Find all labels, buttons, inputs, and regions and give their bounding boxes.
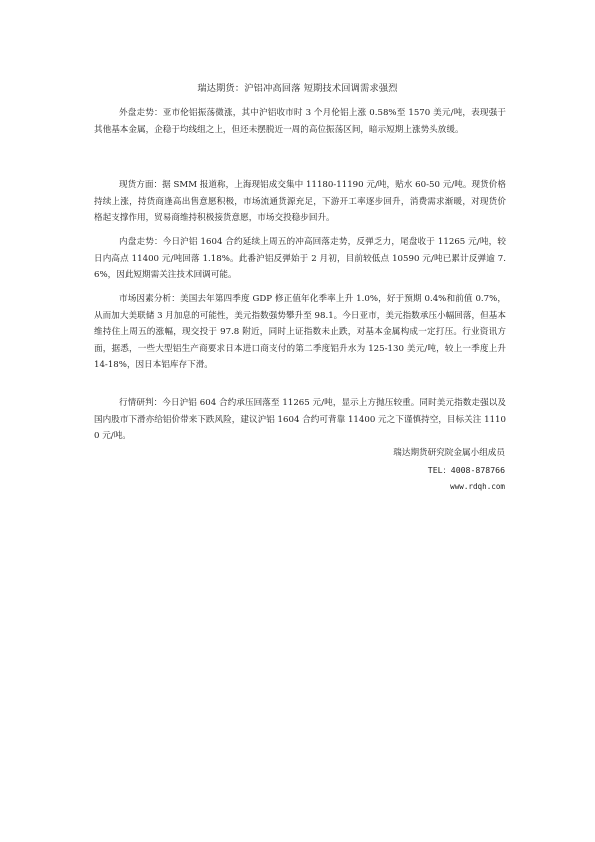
paragraph-domestic-market: 内盘走势：今日沪铝 1604 合约延续上周五的冲高回落走势，反弹乏力，尾盘收于 11265 元/吨，较日内高点 11400 元/吨回落 1.18%。此番沪铝反弹始于 2 月初，目前较低点 10590 元/吨已累计反弹逾 7.6%，因此短期需关注技术回调可能。	[94, 237, 506, 281]
document-title: 瑞达期货：沪铝冲高回落 短期技术回调需求强烈	[197, 83, 398, 94]
paragraph-outlook: 行情研判：今日沪铝 604 合约承压回落至 11265 元/吨，显示上方抛压较重。同时美元指数走强以及国内股市下滑亦给铝价带来下跌风险，建议沪铝 1604 合约可背靠 11400 元之下谨慎持空，目标关注 11100 元/吨。	[94, 398, 506, 442]
signature-web: www.rdqh.com	[450, 482, 505, 491]
paragraph-spot-market: 现货方面：据 SMM 报道称，上海现铝成交集中 11180-11190 元/吨，贴水 60-50 元/吨。现货价格持续上涨，持货商逢高出售意愿积极，市场流通货源充足，下游开工率逐步回升，消费需求渐暖，对现货价格起支撑作用，贸易商维持积极接货意愿，市场交投稳步回升。	[94, 180, 506, 224]
signature-org: 瑞达期货研究院金属小组成员	[393, 448, 505, 458]
signature-tel: TEL：4008-878766	[427, 465, 505, 475]
paragraph-market-factors: 市场因素分析：美国去年第四季度 GDP 修正值年化季率上升 1.0%，好于预期 0.4%和前值 0.7%，从而加大美联储 3 月加息的可能性，美元指数强势攀升至 98.1。今日亚市，美元指数承压小幅回落，但基本维持住上周五的涨幅，现交投于 97.8 附近，同时上证指数未止跌，对基本金属构成一定打压。行业资讯方面，据悉，一些大型铝生产商要求日本进口商支付的第二季度铝升水为 125-130 美元/吨，较上一季度上升 14-18%，因日本铝库存下滑。	[94, 294, 506, 371]
paragraph-overseas-market: 外盘走势：亚市伦铝振荡微涨，其中沪铝收市时 3 个月伦铝上涨 0.58%至 1570 美元/吨，表现强于其他基本金属，企稳于均线组之上，但还未摆脱近一周的高位振荡区间，暗示短期上涨势头放缓。	[94, 108, 506, 135]
